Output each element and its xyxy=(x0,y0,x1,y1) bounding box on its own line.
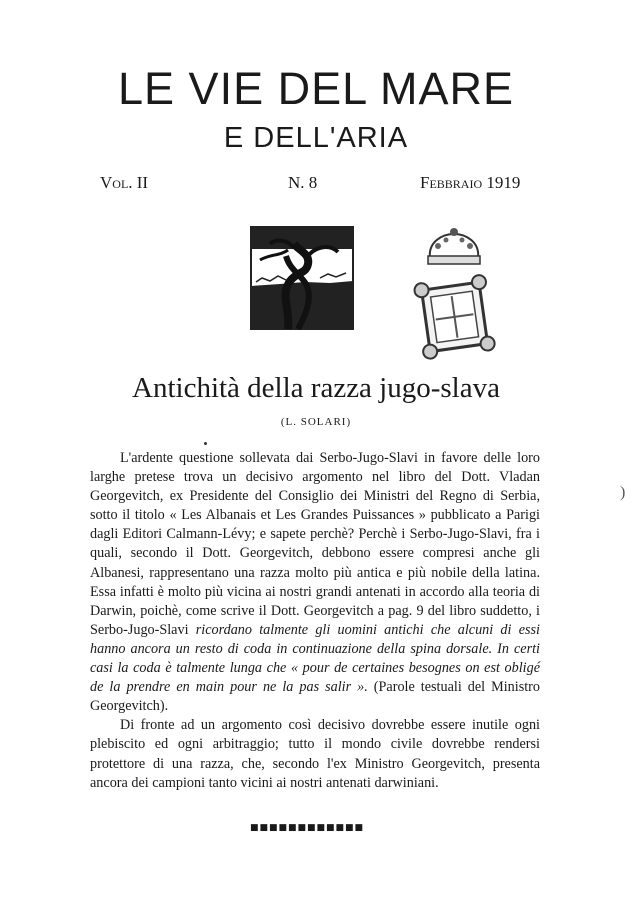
paragraph-1-quote: ricordano talmente gli uomini antichi che alcuni di essi hanno ancora un resto di coda in continuazione della spina dorsale. In certi casi la coda è talmente lunga che « pour de certaines besognes on est obligé de la prendre en main pour ne la pas salir ». xyxy=(90,621,540,696)
issue-number: N. 8 xyxy=(288,173,318,192)
issue-date: Febbraio 1919 xyxy=(420,173,521,192)
masthead-title: LE VIE DEL MARE xyxy=(118,63,514,114)
print-speck xyxy=(204,442,207,445)
volume-label: Vol. II xyxy=(100,173,149,192)
paragraph-1-tail: (Parole testuali del Ministro Georgevitch). xyxy=(90,679,541,715)
crowned-crest-icon xyxy=(402,224,506,370)
article-author: (L. SOLARI) xyxy=(280,416,352,428)
paragraph-1 xyxy=(90,449,540,716)
paragraph-1-text: L'ardente questione sollevata dai Serbo-Jugo-Slavi in favore delle loro larghe pretese trova un decisivo argomento nel libro del Dott. Vladan Georgevitch, ex Presidente del Consiglio dei Ministri del Regno di Serbia, sotto il titolo « Les Albanais et Les Grandes Puissances » pubblicato a Parigi dagli Editori Calmann-Lévy; e sapete perchè? Perchè i Serbo-Jugo-Slavi, fra i quali, secondo il Dott. Georgevitch, debbono essere compresi anche gli Albanesi, rappresentano una razza molto più antica e più nobile della latina. Essa infatti è molto più vicina ai nostri grandi antenati in accordo alla teoria di Darwin, poichè, come scrive il Dott. Georgevitch a pag. 9 del libro suddetto, i Serbo-Jugo-Slavi xyxy=(90,450,540,638)
tree-landscape-vignette-icon xyxy=(250,226,354,330)
article-body xyxy=(90,449,540,793)
closing-ornament: ■■■■■■■■■■■■ xyxy=(250,823,365,833)
article-title: Antichità della razza jugo-slava xyxy=(132,372,500,404)
masthead-subtitle: E DELL'ARIA xyxy=(223,122,409,154)
margin-mark: ) xyxy=(620,484,626,501)
paragraph-2: Di fronte ad un argomento così decisivo dovrebbe essere inutile ogni plebiscito ed ogni arbitraggio; tutto il mondo civile dovrebbe rendersi protettore di una razza, che, secondo l'ex Ministro Georgevitch, presenta ancora dei campioni tanto vicini ai nostri antenati darwiniani. xyxy=(90,717,540,791)
